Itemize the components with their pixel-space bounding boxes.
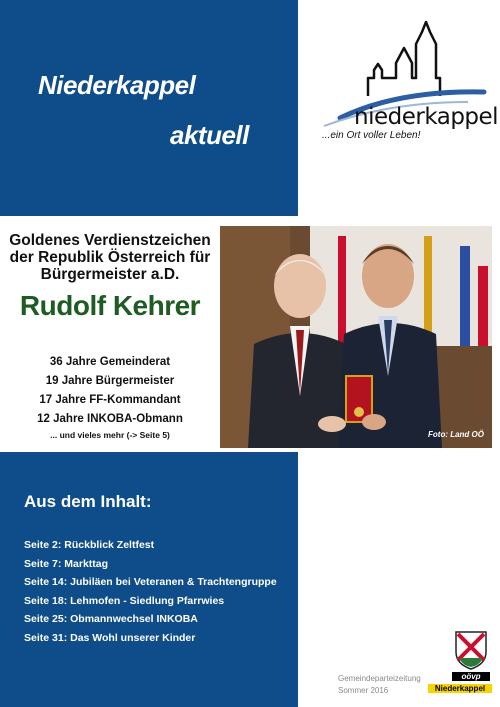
honor-line: der Republik Österreich für xyxy=(9,249,211,266)
contents-item: Seite 14: Jubiläen bei Veteranen & Trachtengruppe xyxy=(24,576,277,588)
honor-line: Goldenes Verdienstzeichen xyxy=(9,232,211,249)
masthead-title-line1: Niederkappel xyxy=(38,70,196,100)
fact-item: 17 Jahre FF-Kommandant xyxy=(39,394,181,406)
contents-item: Seite 7: Markttag xyxy=(24,557,109,570)
honor-title xyxy=(2,232,218,283)
masthead-title-line2: aktuell xyxy=(170,120,249,150)
contents-item: Seite 31: Das Wohl unserer Kinder xyxy=(24,631,196,644)
facts-list xyxy=(2,353,218,429)
contents-list xyxy=(24,536,277,647)
coat-of-arms-icon xyxy=(454,630,488,670)
contents-item: Seite 2: Rückblick Zeltfest xyxy=(24,539,155,551)
issue-date: Sommer 2016 xyxy=(338,686,389,695)
fact-item: 19 Jahre Bürgermeister xyxy=(45,375,175,387)
honor-line: Bürgermeister a.D. xyxy=(40,266,180,283)
fact-item: 36 Jahre Gemeinderat xyxy=(49,356,171,368)
person-name: Rudolf Kehrer xyxy=(19,290,201,321)
publication-type: Gemeindeparteizeitung xyxy=(338,674,421,683)
masthead-panel xyxy=(0,0,298,216)
logo-slogan: ...ein Ort voller Leben! xyxy=(322,130,421,141)
contents-heading: Aus dem Inhalt: xyxy=(24,492,152,511)
more-link: ... und vieles mehr (-> Seite 5) xyxy=(50,430,170,440)
fact-item: 12 Jahre INKOBA-Obmann xyxy=(37,413,183,425)
party-badge: oövp xyxy=(452,672,490,681)
contents-item: Seite 18: Lehmofen - Siedlung Pfarrwies xyxy=(24,594,225,607)
party-badge-place: Niederkappel xyxy=(428,684,492,693)
logo-wordmark: niederkappel xyxy=(354,104,499,130)
contents-item: Seite 25: Obmannwechsel INKOBA xyxy=(24,613,198,625)
photo-credit: Foto: Land OÖ xyxy=(428,430,484,439)
award-photo xyxy=(220,226,492,448)
